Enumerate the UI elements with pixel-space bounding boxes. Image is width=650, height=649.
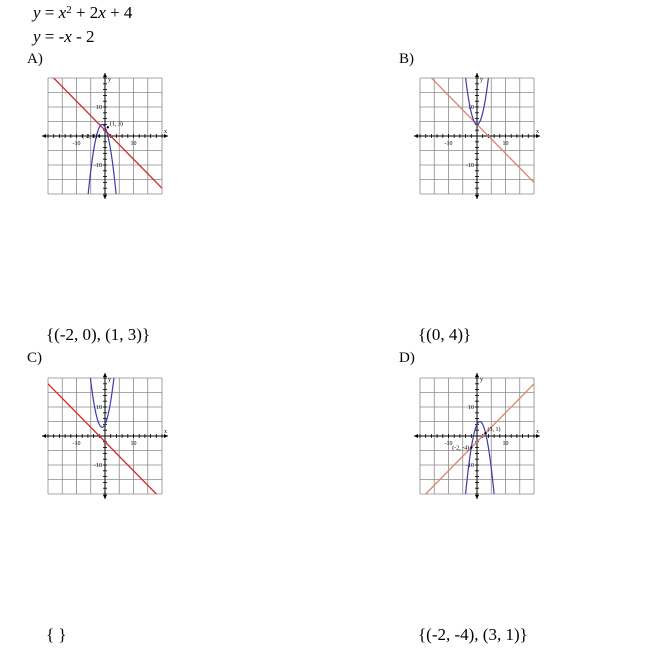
y-axis-arrow-icon: [103, 73, 107, 77]
graph-option-b: [412, 72, 544, 200]
y-axis-arrow-icon: [103, 495, 107, 499]
intersection-label: (-2, -4): [452, 445, 470, 452]
x-axis-arrow-icon: [42, 434, 46, 438]
y-axis-label: y: [480, 377, 483, 383]
y-axis-label: y: [480, 77, 483, 83]
tick-label-x-neg10: -10: [444, 141, 453, 147]
tick-label-y-10: 10: [96, 405, 102, 411]
tick-label-y-neg10: -10: [94, 163, 102, 169]
tick-label-x-10: 10: [502, 141, 509, 147]
answer-option-c: { }: [46, 625, 67, 644]
tick-label-y-neg10: -10: [466, 163, 474, 169]
y-axis-label: y: [108, 377, 111, 383]
y-axis-arrow-icon: [475, 373, 479, 377]
tick-label-y-10: 10: [468, 105, 474, 111]
x-axis-label: x: [536, 129, 539, 135]
tick-label-x-neg10: -10: [72, 141, 81, 147]
x-axis-arrow-icon: [414, 134, 418, 138]
tick-label-y-neg10: -10: [94, 463, 102, 469]
intersection-point: [470, 446, 472, 448]
x-axis-arrow-icon: [414, 434, 418, 438]
tick-label-y-neg10: -10: [466, 463, 474, 469]
answer-option-b: {(0, 4)}: [418, 325, 472, 344]
equation-1: $y = x^2 + 2x + 4$: [33, 3, 133, 22]
answer-option-d: {(-2, -4), (3, 1)}: [418, 625, 528, 644]
tick-label-x-10: 10: [130, 141, 137, 147]
tick-label-y-10: 10: [96, 105, 102, 111]
tick-label-y-10: 10: [468, 405, 474, 411]
y-axis-arrow-icon: [103, 373, 107, 377]
tick-label-x-10: 10: [502, 441, 509, 447]
y-axis-arrow-icon: [475, 73, 479, 77]
intersection-label: (3, 1): [487, 427, 501, 434]
equation-2: y = -x - 2: [33, 27, 95, 46]
y-axis-arrow-icon: [475, 195, 479, 199]
option-d-label: D): [399, 350, 415, 366]
answer-option-a: {(-2, 0), (1, 3)}: [46, 325, 151, 344]
intersection-point: [98, 135, 100, 137]
x-axis-arrow-icon: [42, 134, 46, 138]
y-axis-label: y: [108, 77, 111, 83]
intersection-label: (-2, 0): [82, 134, 98, 140]
tick-label-x-neg10: -10: [72, 441, 81, 447]
x-axis-label: x: [164, 429, 167, 435]
intersection-point: [484, 432, 486, 434]
y-axis-arrow-icon: [103, 195, 107, 199]
graph-option-d: [412, 372, 544, 500]
intersection-label: (1, 3): [109, 121, 123, 128]
option-a-label: A): [27, 51, 43, 67]
y-axis-arrow-icon: [475, 495, 479, 499]
option-b-label: B): [399, 51, 414, 67]
option-c-label: C): [27, 350, 42, 366]
x-axis-label: x: [164, 129, 167, 135]
x-axis-label: x: [536, 429, 539, 435]
intersection-point: [107, 126, 109, 128]
graph-option-c: [40, 372, 172, 500]
graph-option-a: [40, 72, 172, 200]
tick-label-x-10: 10: [130, 441, 137, 447]
tick-label-x-neg10: -10: [444, 441, 453, 447]
